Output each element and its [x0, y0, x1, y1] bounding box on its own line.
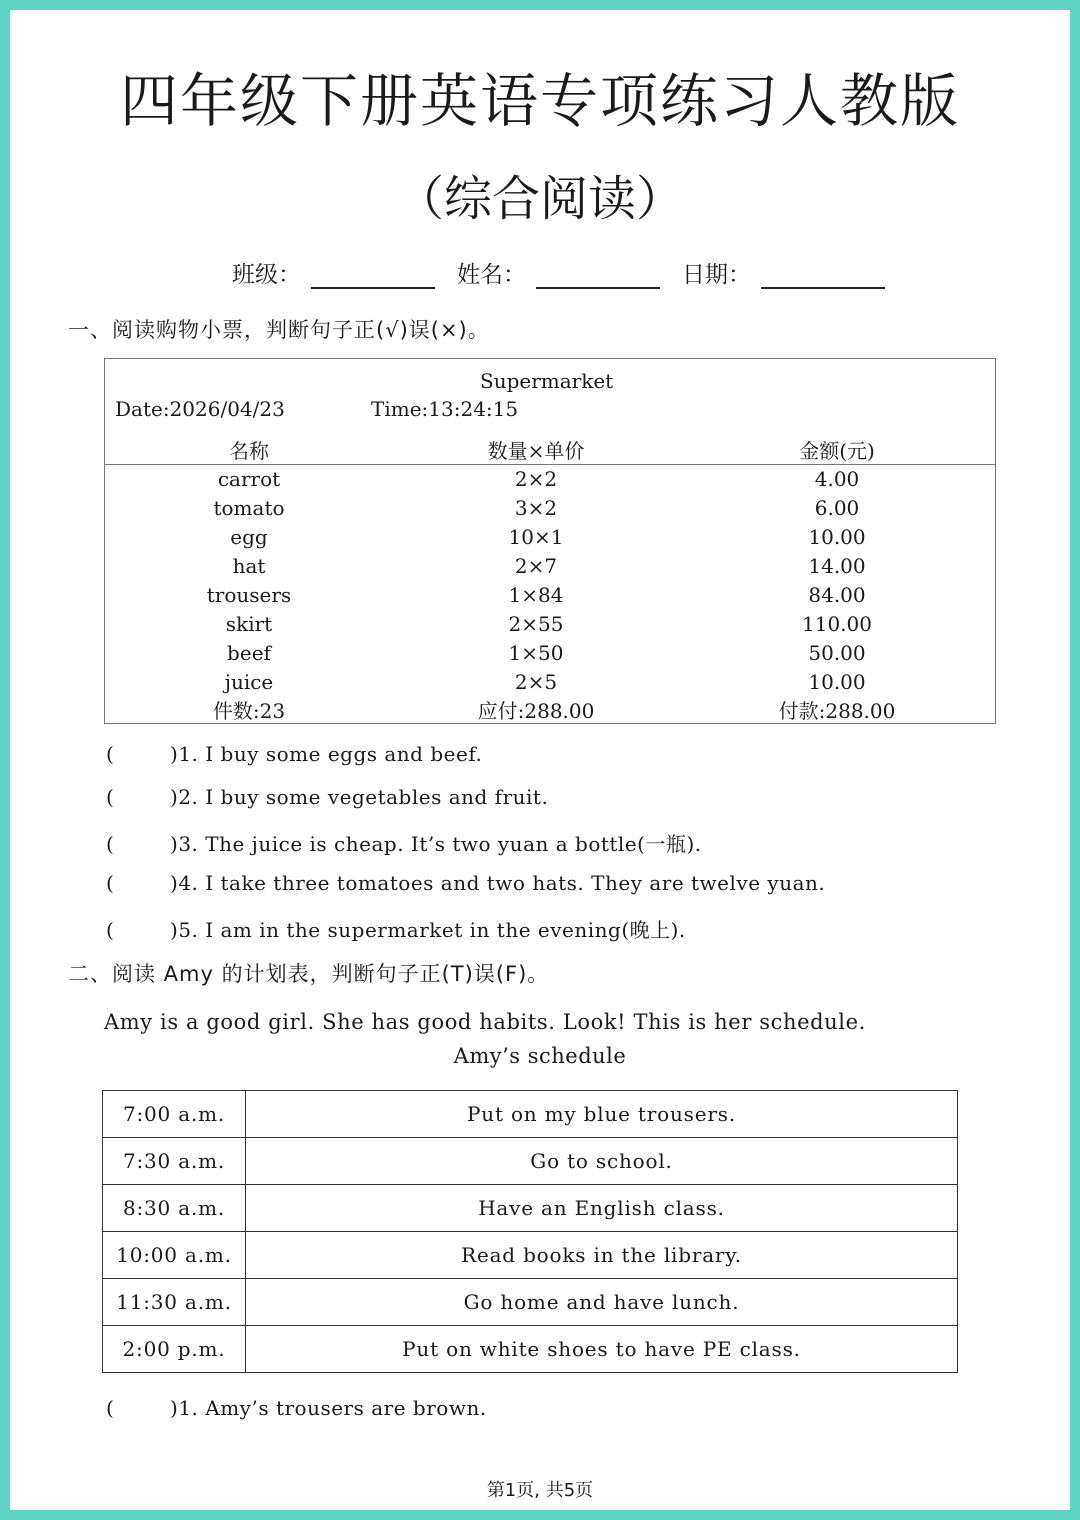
question-item — [106, 1396, 487, 1420]
receipt-item-name: juice — [224, 670, 274, 694]
receipt-item-qty: 2×7 — [514, 554, 558, 578]
schedule-title: Amy’s schedule — [453, 1044, 627, 1068]
section1-heading: 一、阅读购物小票，判断句子正(√)误(×)。 — [68, 318, 490, 342]
schedule-row — [103, 1091, 958, 1138]
receipt-item-qty: 2×2 — [514, 467, 558, 491]
receipt-item-amount: 10.00 — [808, 670, 866, 694]
schedule-row — [103, 1279, 958, 1326]
schedule-row — [103, 1232, 958, 1279]
section2-heading: 二、阅读 Amy 的计划表，判断句子正(T)误(F)。 — [68, 962, 550, 986]
question-text: 4. I take three tomatoes and two hats. They are twelve yuan. — [178, 871, 826, 895]
question-item — [106, 914, 686, 943]
answer-blank[interactable]: ( — [106, 1396, 115, 1420]
receipt-item-amount: 6.00 — [814, 496, 860, 520]
receipt-total-row — [105, 695, 995, 724]
section2-intro: Amy is a good girl. She has good habits. Look! This is her schedule. — [104, 1010, 866, 1034]
receipt-item-amount: 110.00 — [802, 612, 872, 636]
receipt-date: Date:2026/04/23 — [115, 397, 285, 421]
name-label: 姓名： — [457, 262, 526, 288]
answer-blank-close: ) — [170, 742, 179, 766]
receipt-row — [105, 641, 995, 670]
schedule-row — [103, 1185, 958, 1232]
schedule-activity: Put on my blue trousers. — [246, 1091, 958, 1138]
receipt-row — [105, 612, 995, 641]
receipt-item-qty: 2×55 — [508, 612, 564, 636]
schedule-table — [102, 1090, 958, 1373]
question-item — [106, 828, 702, 857]
schedule-time: 8:30 a.m. — [103, 1185, 246, 1232]
question-item — [106, 871, 825, 895]
receipt-due: 应付:288.00 — [477, 699, 595, 723]
answer-blank-close: ) — [170, 871, 179, 895]
receipt-item-name: carrot — [217, 467, 281, 491]
class-label: 班级： — [232, 262, 301, 288]
receipt-item-name: hat — [232, 554, 266, 578]
class-field[interactable] — [311, 263, 435, 289]
receipt-col-qty: 数量×单价 — [487, 439, 585, 463]
shopping-receipt — [104, 358, 996, 724]
date-field[interactable] — [761, 263, 885, 289]
answer-blank[interactable]: ( — [106, 871, 115, 895]
answer-blank[interactable]: ( — [106, 785, 115, 809]
schedule-activity: Go to school. — [246, 1138, 958, 1185]
receipt-item-name: egg — [230, 525, 268, 549]
name-field[interactable] — [536, 263, 660, 289]
schedule-activity: Read books in the library. — [246, 1232, 958, 1279]
receipt-item-amount: 14.00 — [808, 554, 866, 578]
answer-blank-close: ) — [170, 785, 179, 809]
receipt-paid: 付款:288.00 — [778, 699, 896, 723]
answer-blank-close: ) — [170, 832, 179, 856]
schedule-activity: Go home and have lunch. — [246, 1279, 958, 1326]
receipt-row — [105, 525, 995, 554]
answer-blank-close: ) — [170, 1396, 179, 1420]
question-text: 1. I buy some eggs and beef. — [178, 742, 483, 766]
receipt-col-name: 名称 — [229, 439, 269, 463]
question-text: 5. I am in the supermarket in the evening(晚上). — [178, 918, 686, 942]
question-item — [106, 742, 482, 766]
receipt-item-name: trousers — [206, 583, 292, 607]
question-text: 3. The juice is cheap. It’s two yuan a bottle(一瓶). — [178, 832, 702, 856]
answer-blank[interactable]: ( — [106, 742, 115, 766]
schedule-time: 11:30 a.m. — [103, 1279, 246, 1326]
receipt-header-row — [105, 435, 995, 464]
receipt-item-amount: 10.00 — [808, 525, 866, 549]
receipt-store: Supermarket — [480, 369, 614, 393]
receipt-item-amount: 50.00 — [808, 641, 866, 665]
date-label: 日期： — [682, 262, 751, 288]
question-text: 2. I buy some vegetables and fruit. — [178, 785, 549, 809]
receipt-divider — [105, 464, 995, 465]
receipt-item-qty: 1×84 — [508, 583, 564, 607]
schedule-activity: Put on white shoes to have PE class. — [246, 1326, 958, 1373]
page-title: 四年级下册英语专项练习人教版 — [119, 67, 960, 135]
receipt-item-qty: 1×50 — [508, 641, 564, 665]
receipt-row — [105, 583, 995, 612]
receipt-item-amount: 84.00 — [808, 583, 866, 607]
receipt-row — [105, 467, 995, 496]
receipt-time: Time:13:24:15 — [371, 397, 519, 421]
schedule-activity: Have an English class. — [246, 1185, 958, 1232]
receipt-row — [105, 554, 995, 583]
schedule-time: 10:00 a.m. — [103, 1232, 246, 1279]
receipt-item-name: tomato — [213, 496, 285, 520]
receipt-item-name: skirt — [225, 612, 273, 636]
question-item — [106, 785, 548, 809]
receipt-item-qty: 10×1 — [508, 525, 564, 549]
receipt-item-amount: 4.00 — [814, 467, 860, 491]
schedule-time: 7:00 a.m. — [103, 1091, 246, 1138]
question-text: 1. Amy’s trousers are brown. — [178, 1396, 487, 1420]
page-number: 第1页, 共5页 — [486, 1480, 594, 1501]
answer-blank[interactable]: ( — [106, 918, 115, 942]
answer-blank[interactable]: ( — [106, 832, 115, 856]
page-subtitle: （综合阅读） — [395, 171, 684, 227]
receipt-item-name: beef — [227, 641, 271, 665]
receipt-total-count: 件数:23 — [212, 699, 286, 723]
receipt-item-qty: 2×5 — [514, 670, 558, 694]
student-info-line — [232, 256, 897, 289]
schedule-row — [103, 1326, 958, 1373]
receipt-row — [105, 496, 995, 525]
receipt-item-qty: 3×2 — [514, 496, 558, 520]
answer-blank-close: ) — [170, 918, 179, 942]
schedule-row — [103, 1138, 958, 1185]
worksheet-page — [10, 10, 1070, 1510]
schedule-time: 7:30 a.m. — [103, 1138, 246, 1185]
receipt-col-amount: 金额(元) — [799, 439, 875, 463]
schedule-time: 2:00 p.m. — [103, 1326, 246, 1373]
